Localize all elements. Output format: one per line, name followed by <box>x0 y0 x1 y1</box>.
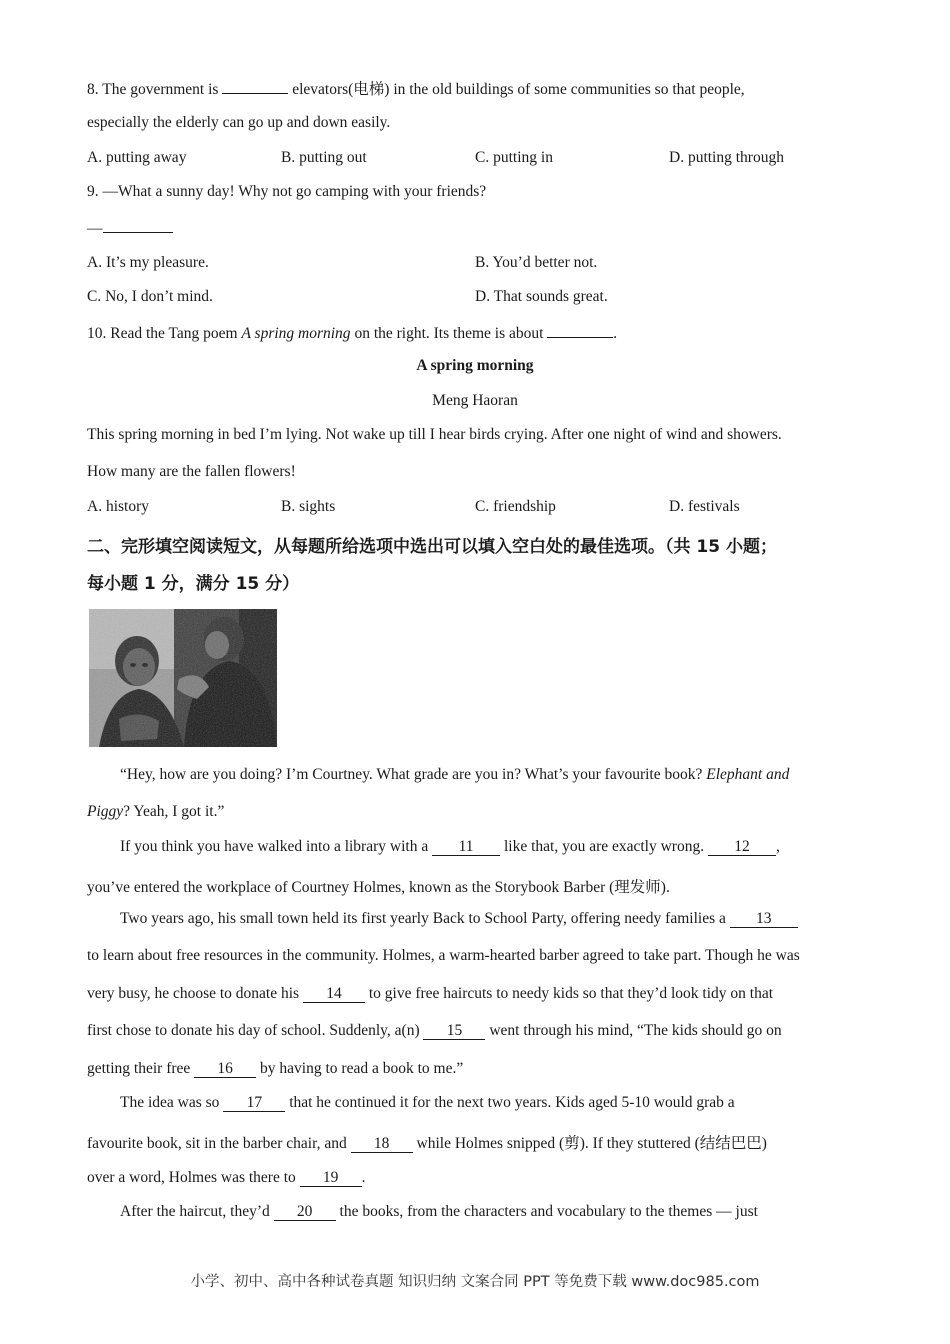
q9-response-line: — <box>87 218 173 238</box>
q8-option-a: A. putting away <box>87 149 187 166</box>
q10-option-d: D. festivals <box>669 498 740 515</box>
blank-14: 14 <box>303 986 365 1003</box>
passage-p3-line5: getting their free 16 by having to read a book to me.” <box>87 1060 464 1077</box>
passage-p4-line2: favourite book, sit in the barber chair, and 18 while Holmes snipped (剪). If they stuttered (结结巴巴) <box>87 1135 767 1152</box>
answer-blank <box>103 218 173 233</box>
q9-option-a: A. It’s my pleasure. <box>87 254 209 271</box>
q10-option-a: A. history <box>87 498 149 515</box>
blank-17: 17 <box>223 1095 285 1112</box>
q9-stem: 9. —What a sunny day! Why not go camping with your friends? <box>87 183 487 200</box>
passage-p1-line1: “Hey, how are you doing? I’m Courtney. What grade are you in? What’s your favourite book? Elephant and <box>120 766 790 783</box>
section-heading-line1: 二、完形填空阅读短文，从每题所给选项中选出可以填入空白处的最佳选项。（共 15 小题； <box>87 537 777 557</box>
q10-option-b: B. sights <box>281 498 336 515</box>
q8-option-b: B. putting out <box>281 149 367 166</box>
q9-option-b: B. You’d better not. <box>475 254 598 271</box>
passage-p3-line2: to learn about free resources in the community. Holmes, a warm-hearted barber agreed to take part. Though he was <box>87 947 800 964</box>
answer-blank <box>222 79 288 94</box>
q10-option-c: C. friendship <box>475 498 556 515</box>
poem-author: Meng Haoran <box>432 392 518 409</box>
poem-line-2: How many are the fallen flowers! <box>87 463 296 480</box>
blank-16: 16 <box>194 1061 256 1078</box>
q8-option-c: C. putting in <box>475 149 553 166</box>
passage-p2-line2: you’ve entered the workplace of Courtney Holmes, known as the Storybook Barber (理发师). <box>87 879 670 896</box>
poem-line-1: This spring morning in bed I’m lying. Not wake up till I hear birds crying. After one night of wind and showers. <box>87 426 782 443</box>
blank-19: 19 <box>300 1170 362 1187</box>
blank-11: 11 <box>432 839 500 856</box>
page-footer: 小学、初中、高中各种试卷真题 知识归纳 文案合同 PPT 等免费下载 www.doc985.com <box>190 1274 760 1290</box>
blank-20: 20 <box>274 1204 336 1221</box>
blank-13: 13 <box>730 911 798 928</box>
q8-stem-line1: 8. The government is elevators(电梯) in the old buildings of some communities so that people, <box>87 81 745 98</box>
passage-p3-line1: Two years ago, his small town held its first yearly Back to School Party, offering needy families a 13 <box>120 910 798 928</box>
poem-title: A spring morning <box>416 357 534 374</box>
q8-stem-line2: especially the elderly can go up and down easily. <box>87 114 391 131</box>
passage-p1-line2: Piggy? Yeah, I got it.” <box>87 803 225 820</box>
q9-option-c: C. No, I don’t mind. <box>87 288 213 305</box>
blank-18: 18 <box>351 1136 413 1153</box>
q10-stem: 10. Read the Tang poem A spring morning on the right. Its theme is about . <box>87 325 618 342</box>
blank-12: 12 <box>708 839 776 856</box>
passage-p2-line1: If you think you have walked into a library with a 11 like that, you are exactly wrong. 12 , <box>120 838 780 855</box>
q8-option-d: D. putting through <box>669 149 784 166</box>
barber-photo <box>89 609 277 747</box>
q9-option-d: D. That sounds great. <box>475 288 608 305</box>
answer-blank <box>547 323 613 338</box>
passage-p4-line3: over a word, Holmes was there to 19 . <box>87 1169 366 1186</box>
passage-p3-line3: very busy, he choose to donate his 14 to give free haircuts to needy kids so that they’d look tidy on that <box>87 985 774 1002</box>
passage-p5-line1: After the haircut, they’d 20 the books, from the characters and vocabulary to the themes — just <box>120 1203 758 1220</box>
passage-p3-line4: first chose to donate his day of school. Suddenly, a(n) 15 went through his mind, “The kids should go on <box>87 1022 782 1039</box>
blank-15: 15 <box>423 1023 485 1040</box>
passage-p4-line1: The idea was so 17 that he continued it for the next two years. Kids aged 5-10 would grab a <box>120 1094 735 1111</box>
section-heading-line2: 每小题 1 分，满分 15 分） <box>87 574 300 594</box>
